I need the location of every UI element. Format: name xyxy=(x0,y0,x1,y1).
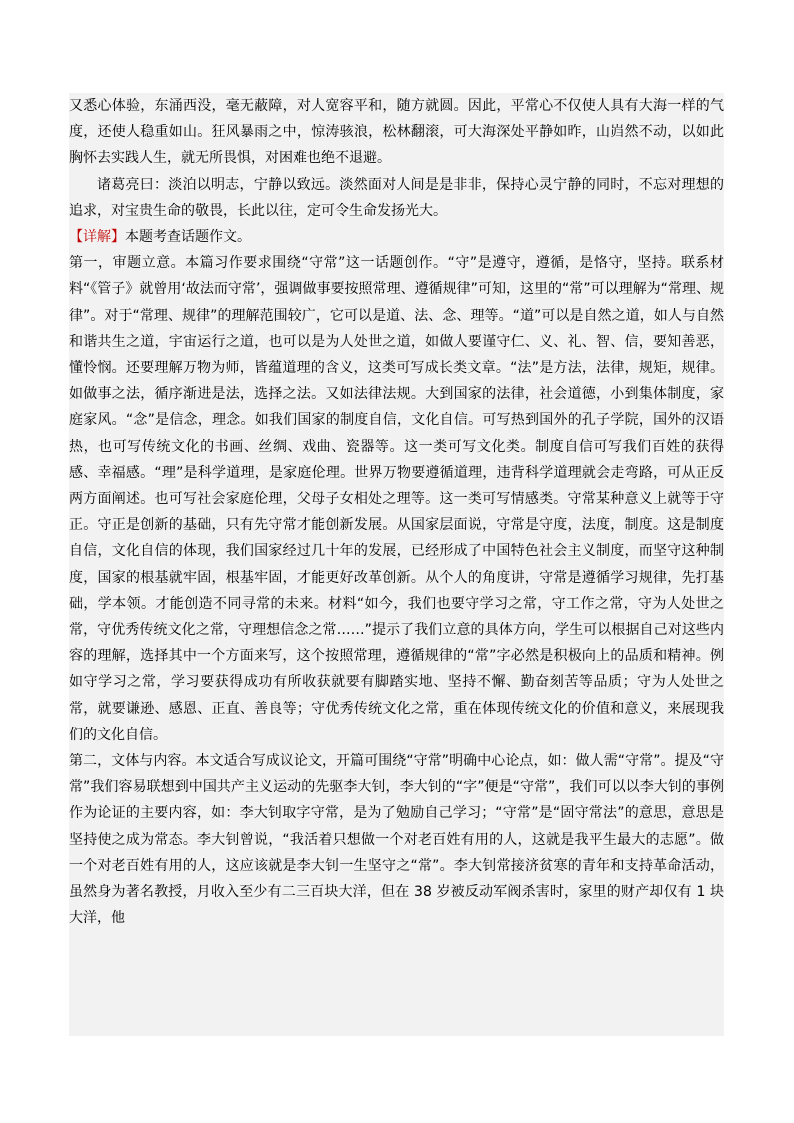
paragraph-detail xyxy=(69,224,724,250)
detail-text: 本题考查话题作文。 xyxy=(125,229,251,246)
document-page xyxy=(69,93,724,1036)
document-body xyxy=(69,93,724,932)
detail-tag: 【详解】 xyxy=(69,229,125,246)
paragraph-continuation: 又悉心体验，东涌西没，毫无蔽障，对人宽容平和，随方就圆。因此，平常心不仅使人具有大海一样的气度，还使人稳重如山。狂风暴雨之中，惊涛骇浪，松林翻滚，可大海深处平静如昨，山岿然不动，以如此胸怀去实践人生，就无所畏惧，对困难也绝不退避。 xyxy=(69,98,724,167)
paragraph-zhuge-liang: 诸葛亮曰：淡泊以明志，宁静以致远。淡然面对人间是是非非，保持心灵宁静的同时，不忘对理想的追求，对宝贵生命的敬畏，长此以往，定可令生命发扬光大。 xyxy=(69,176,724,219)
paragraph-genre-content: 第二，文体与内容。本文适合写成议论文，开篇可围绕“守常”明确中心论点，如：做人需“守常”。提及“守常”我们容易联想到中国共产主义运动的先驱李大钊，李大钊的“字”便是“守常”，我们可以以李大钊的事例作为论证的主要内容，如：李大钊取字守常，是为了勉励自己学习；“守常”是“固守常法”的意思，意思是坚持使之成为常态。李大钊曾说，“我活着只想做一个对老百姓有用的人，这就是我平生最大的志愿”。做一个对老百姓有用的人，这应该就是李大钊一生坚守之“常”。李大钊常接济贫寒的青年和支持革命活动，虽然身为著名教授，月收入至少有二三百块大洋，但在 38 岁被反动军阀杀害时，家里的财产却仅有 1 块大洋，他 xyxy=(69,753,724,927)
paragraph-topic-analysis: 第一，审题立意。本篇习作要求围绕“守常”这一话题创作。“守”是遵守，遵循，是恪守，坚持。联系材料“《管子》就曾用‘故法而守常’，强调做事要按照常理、遵循规律”可知，这里的“常”可以理解为“常理、规律”。对于“常理、规律”的理解范围较广，它可以是道、法、念、理等。“道”可以是自然之道，如人与自然和谐共生之道，宇宙运行之道，也可以是为人处世之道，如做人要谨守仁、义、礼、智、信，要知善恶，懂怜悯。还要理解万物为师，皆蕴道理的含义，这类可写成长类文章。“法”是方法，法律，规矩，规律。如做事之法，循序渐进是法，选择之法。又如法律法规。大到国家的法律，社会道德，小到集体制度，家庭家风。“念”是信念，理念。如我们国家的制度自信，文化自信。可写热到国外的孔子学院，国外的汉语热，也可写传统文化的书画、丝绸、戏曲、瓷器等。这一类可写文化类。制度自信可写我们百姓的获得感、幸福感。“理”是科学道理，是家庭伦理。世界万物要遵循道理，违背科学道理就会走弯路，可从正反两方面阐述。也可写社会家庭伦理，父母子女相处之理等。这一类可写情感类。守常某种意义上就等于守正。守正是创新的基础，只有先守常才能创新发展。从国家层面说，守常是守度，法度，制度。这是制度自信，文化自信的体现，我们国家经过几十年的发展，已经形成了中国特色社会主义制度，而坚守这种制度，国家的根基就牢固，根基牢固，才能更好改革创新。从个人的角度讲，守常是遵循学习规律，先打基础，学本领。才能创造不同寻常的未来。材料“如今，我们也要守学习之常，守工作之常，守为人处世之常，守优秀传统文化之常，守理想信念之常……”提示了我们立意的具体方向，学生可以根据自己对这些内容的理解，选择其中一个方面来写，这个按照常理，遵循规律的“常”字必然是积极向上的品质和精神。例如守学习之常，学习要获得成功有所收获就要有脚踏实地、坚持不懈、勤奋刻苦等品质；守为人处世之常，就要谦逊、感恩、正直、善良等；守优秀传统文化之常，重在体现传统文化的价值和意义，来展现我们的文化自信。 xyxy=(69,255,724,743)
